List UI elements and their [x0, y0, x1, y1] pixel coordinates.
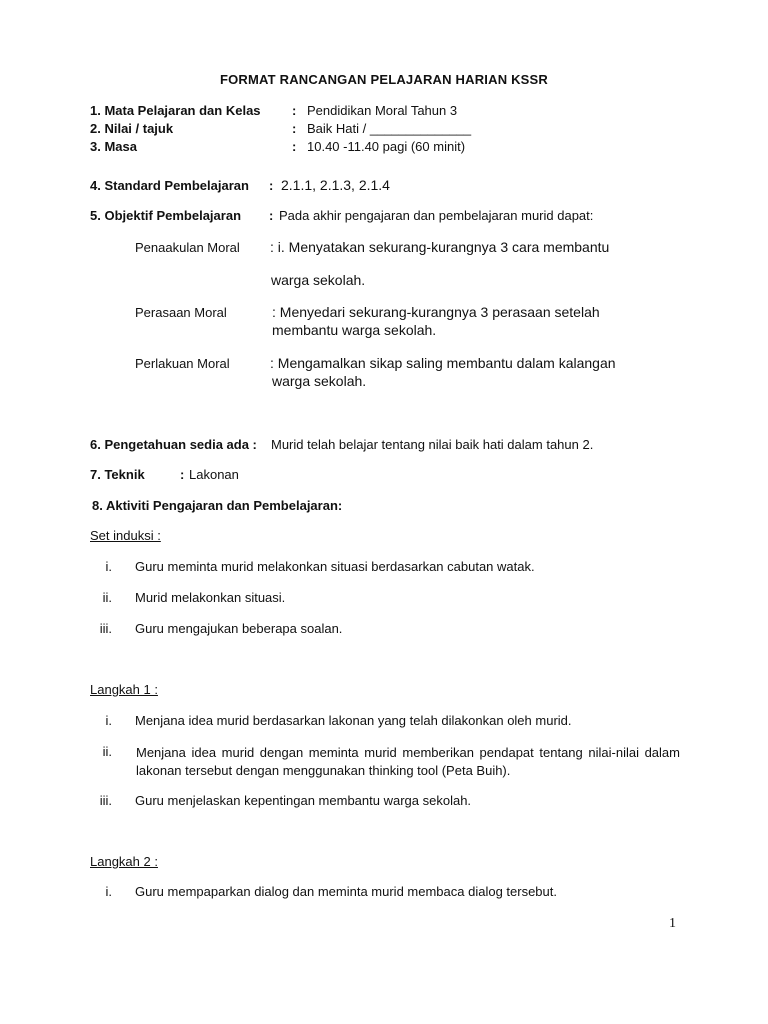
set-induksi-item-1: Guru meminta murid melakonkan situasi berdasarkan cabutan watak. [135, 559, 535, 574]
domain-line2-penaakulan: warga sekolah. [271, 272, 366, 288]
objektif-label: 5. Objektif Pembelajaran [90, 208, 242, 223]
set-induksi-num-1: i. [105, 559, 112, 574]
set-induksi-num-3: iii. [99, 621, 112, 636]
set-induksi-num-2: ii. [102, 590, 112, 605]
info-label-value-topic: 2. Nilai / tajuk [90, 121, 174, 136]
page-number: 1 [669, 916, 676, 931]
document-title: FORMAT RANCANGAN PELAJARAN HARIAN KSSR [219, 72, 549, 87]
standard-value: 2.1.1, 2.1.3, 2.1.4 [281, 177, 390, 193]
langkah2-num-1: i. [105, 884, 112, 899]
info-value-value-topic: Baik Hati / ______________ [307, 121, 472, 136]
objektif-value: Pada akhir pengajaran dan pembelajaran murid dapat: [279, 208, 594, 223]
pengetahuan-label: 6. Pengetahuan sedia ada : [90, 437, 257, 452]
langkah1-heading: Langkah 1 : [90, 682, 158, 697]
teknik-value: Lakonan [189, 467, 239, 482]
domain-line2-perasaan: membantu warga sekolah. [272, 322, 437, 338]
info-value-time: 10.40 -11.40 pagi (60 minit) [307, 139, 466, 154]
set-induksi-item-3: Guru mengajukan beberapa soalan. [135, 621, 343, 636]
langkah2-item-1: Guru mempaparkan dialog dan meminta murid membaca dialog tersebut. [135, 884, 557, 899]
teknik-label: 7. Teknik [90, 467, 145, 482]
langkah1-num-1: i. [105, 713, 112, 728]
info-label-time: 3. Masa [90, 139, 137, 154]
objektif-colon: : [269, 208, 274, 223]
info-colon-time: : [292, 139, 297, 154]
langkah1-num-3: iii. [99, 793, 112, 808]
pengetahuan-value: Murid telah belajar tentang nilai baik hati dalam tahun 2. [271, 437, 594, 452]
info-colon-value-topic: : [292, 121, 297, 136]
info-label-subject: 1. Mata Pelajaran dan Kelas [90, 103, 261, 118]
set-induksi-heading: Set induksi : [90, 528, 161, 543]
langkah1-num-2: ii. [102, 744, 112, 759]
domain-line2-perlakuan: warga sekolah. [272, 373, 367, 389]
domain-line1-perlakuan: : Mengamalkan sikap saling membantu dalam kalangan [270, 355, 616, 371]
standard-colon: : [269, 178, 274, 193]
set-induksi-item-2: Murid melakonkan situasi. [135, 590, 286, 605]
aktiviti-heading: 8. Aktiviti Pengajaran dan Pembelajaran: [92, 498, 343, 513]
langkah1-item-1: Menjana idea murid berdasarkan lakonan yang telah dilakonkan oleh murid. [135, 713, 572, 728]
domain-label-perasaan: Perasaan Moral [135, 305, 227, 320]
domain-line1-penaakulan: : i. Menyatakan sekurang-kurangnya 3 cara membantu [270, 239, 610, 255]
info-value-subject: Pendidikan Moral Tahun 3 [307, 103, 458, 118]
langkah2-heading: Langkah 2 : [90, 854, 158, 869]
domain-label-perlakuan: Perlakuan Moral [135, 356, 230, 371]
domain-line1-perasaan: : Menyedari sekurang-kurangnya 3 perasaan setelah [272, 304, 600, 320]
standard-label: 4. Standard Pembelajaran [90, 178, 249, 193]
langkah1-item-2: Menjana idea murid dengan meminta murid memberikan pendapat tentang nilai-nilai dalam lakonan tersebut dengan menggunakan thinking tool (Peta Buih). [136, 745, 680, 778]
domain-label-penaakulan: Penaakulan Moral [135, 240, 240, 255]
langkah1-item-3: Guru menjelaskan kepentingan membantu warga sekolah. [135, 793, 472, 808]
info-colon-subject: : [292, 103, 297, 118]
teknik-colon: : [180, 467, 185, 482]
